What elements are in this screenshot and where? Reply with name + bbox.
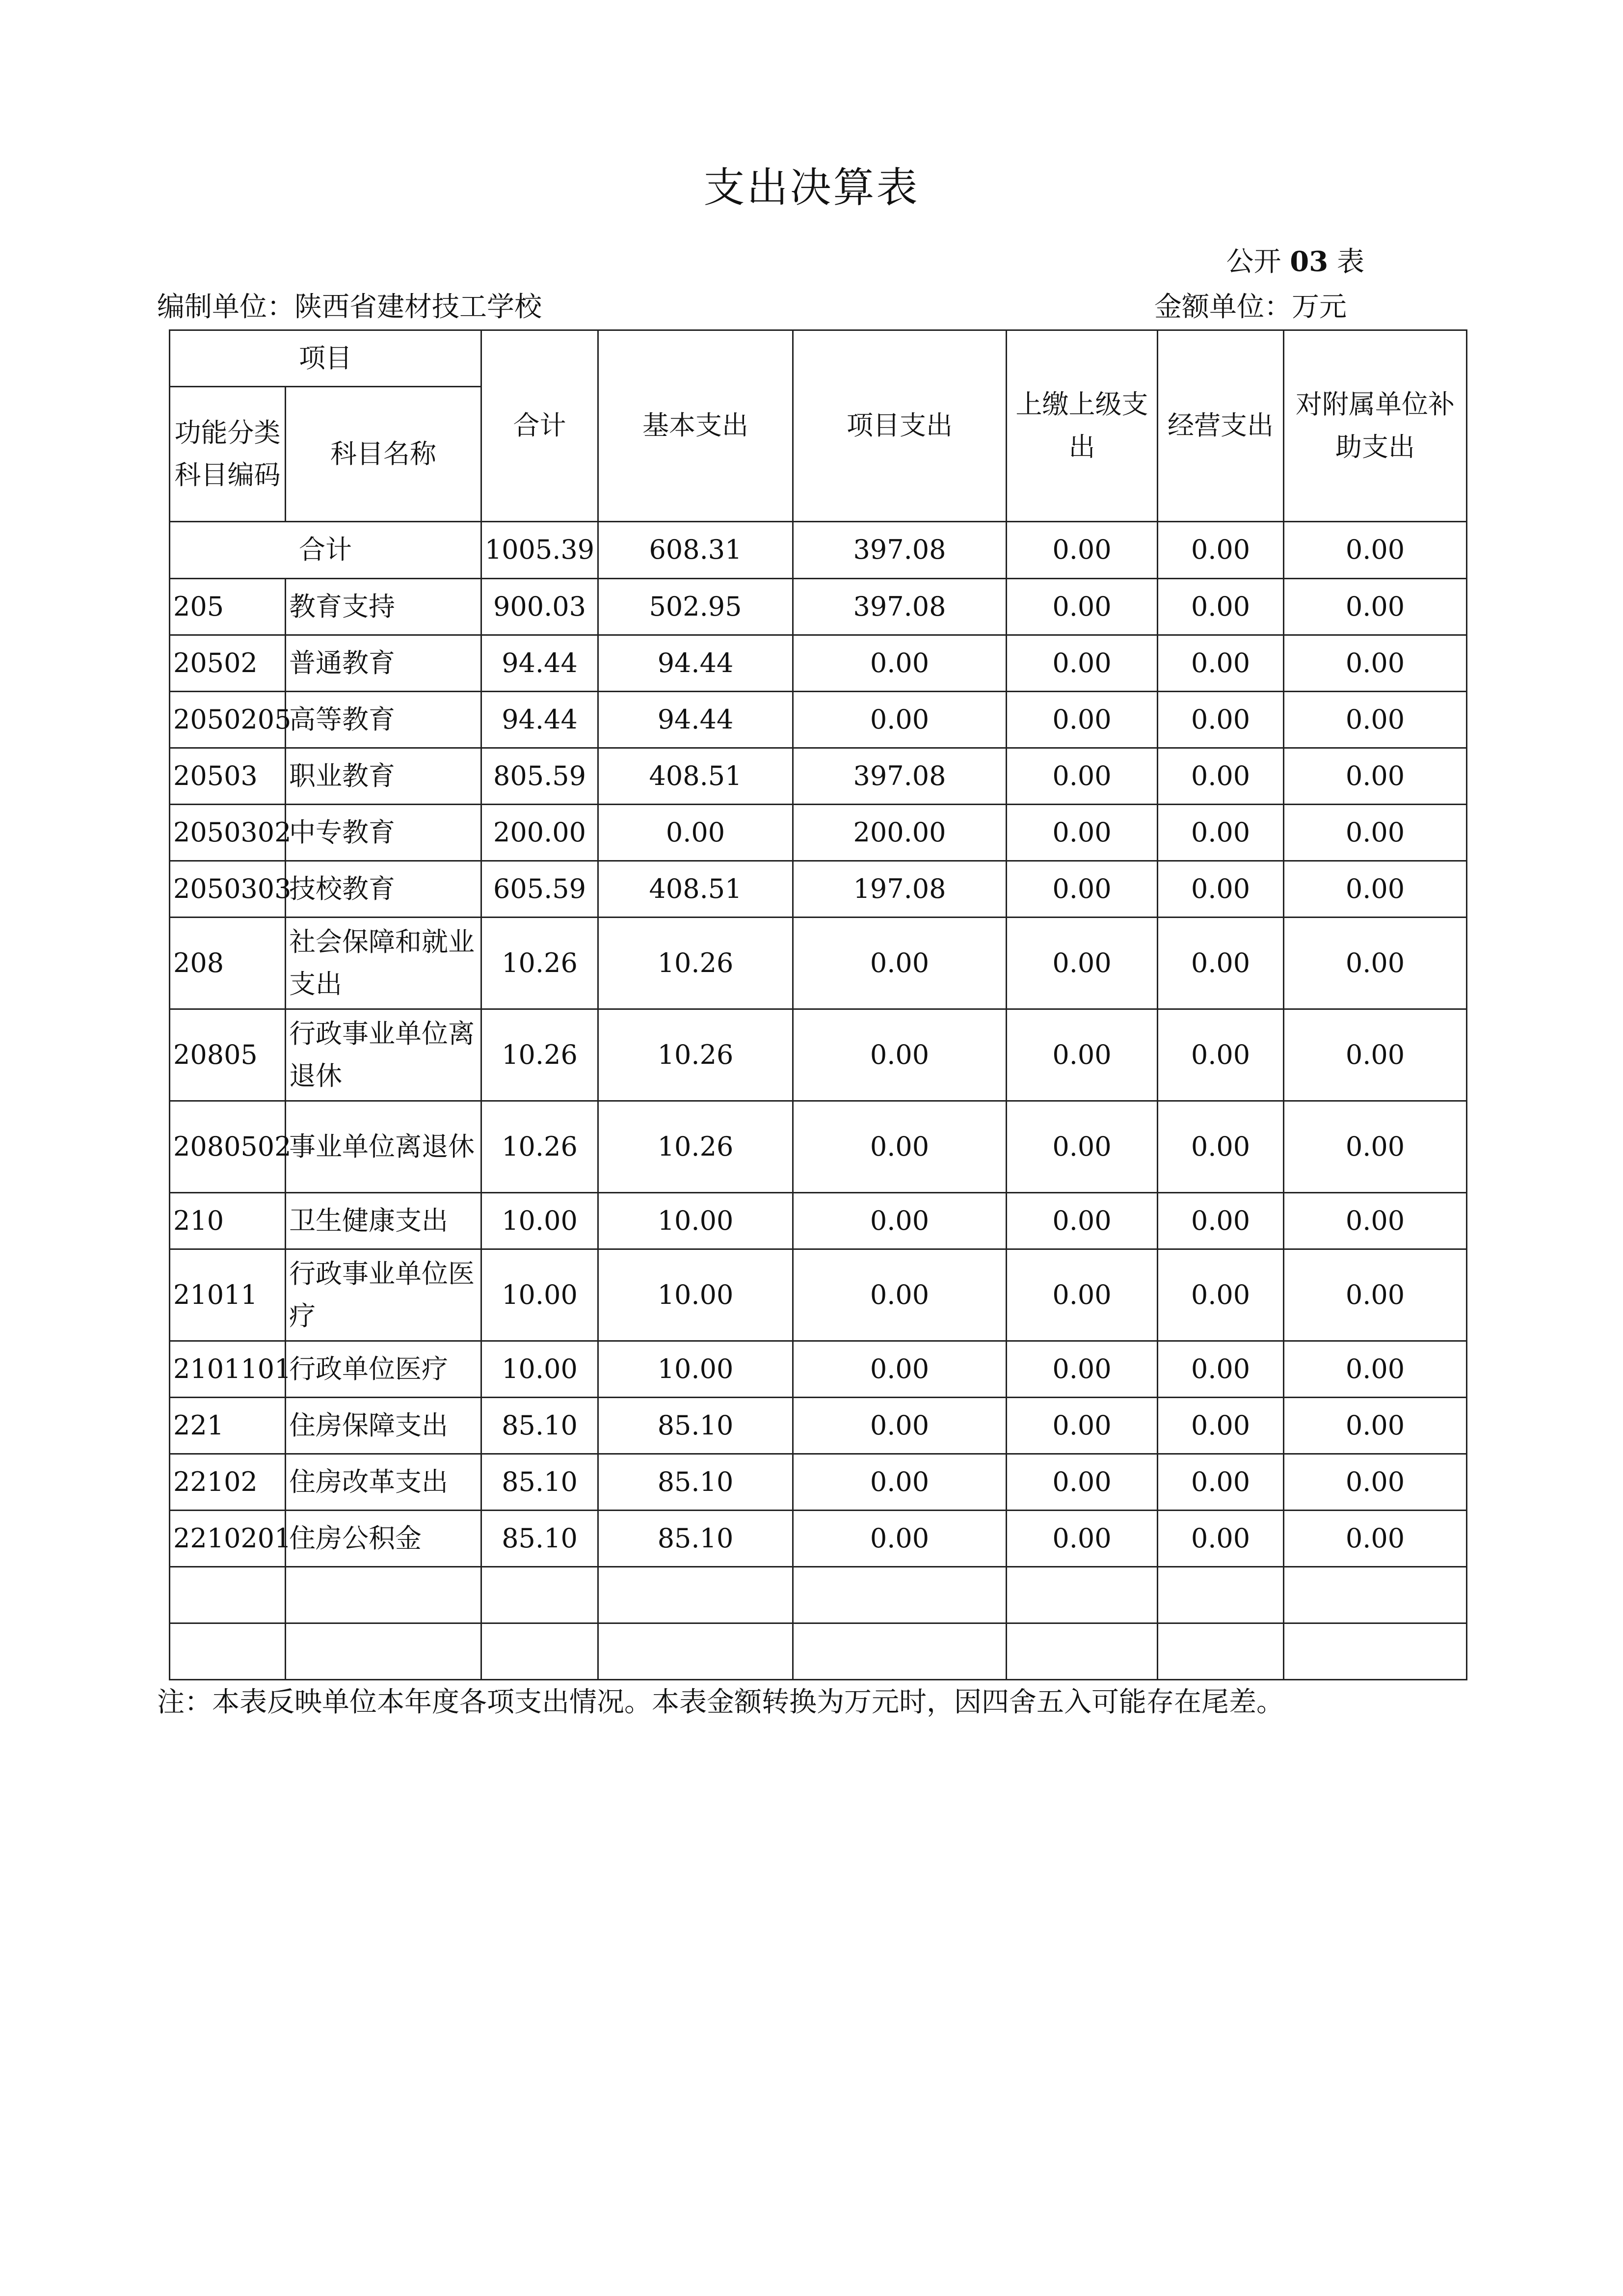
row-value: 0.00 (1158, 635, 1284, 692)
row-value: 0.00 (1158, 1398, 1284, 1454)
row-code: 20503 (170, 748, 286, 805)
row-value: 200.00 (793, 805, 1007, 861)
row-code: 22102 (170, 1454, 286, 1511)
table-row (170, 1009, 1467, 1101)
compiling-unit: 编制单位：陕西省建材技工学校 (157, 291, 542, 323)
header-subsidy: 对附属单位补助支出 (1284, 330, 1467, 522)
empty-cell (481, 1567, 598, 1623)
row-value: 0.00 (793, 1511, 1007, 1567)
empty-cell (598, 1567, 793, 1623)
row-name: 普通教育 (286, 635, 481, 692)
table-row (170, 918, 1467, 1009)
row-value: 0.00 (1284, 1341, 1467, 1398)
row-value: 10.00 (598, 1249, 793, 1341)
row-code: 21011 (170, 1249, 286, 1341)
row-value: 0.00 (1158, 805, 1284, 861)
row-code: 210 (170, 1193, 286, 1249)
row-code: 20805 (170, 1009, 286, 1101)
row-value: 10.00 (481, 1341, 598, 1398)
row-value: 197.08 (793, 861, 1007, 918)
empty-cell (1007, 1567, 1158, 1623)
table-row (170, 1398, 1467, 1454)
form-number-suffix: 表 (1337, 246, 1364, 278)
row-value: 0.00 (1284, 635, 1467, 692)
row-name: 住房公积金 (286, 1511, 481, 1567)
row-value: 900.03 (481, 579, 598, 635)
row-value: 502.95 (598, 579, 793, 635)
table-row (170, 1341, 1467, 1398)
total-label: 合计 (170, 522, 481, 579)
row-value: 0.00 (1158, 1454, 1284, 1511)
row-value: 0.00 (793, 635, 1007, 692)
row-value: 0.00 (793, 1101, 1007, 1193)
row-value: 10.00 (598, 1193, 793, 1249)
row-value: 0.00 (1158, 861, 1284, 918)
row-value: 0.00 (793, 692, 1007, 748)
row-value: 0.00 (1284, 1398, 1467, 1454)
row-value: 0.00 (1007, 1398, 1158, 1454)
row-value: 397.08 (793, 748, 1007, 805)
row-code: 2101101 (170, 1341, 286, 1398)
row-value: 10.26 (598, 1009, 793, 1101)
row-value: 0.00 (1007, 748, 1158, 805)
row-value: 0.00 (1007, 635, 1158, 692)
row-name: 技校教育 (286, 861, 481, 918)
empty-cell (286, 1623, 481, 1680)
row-code: 208 (170, 918, 286, 1009)
table-row (170, 1454, 1467, 1511)
row-value: 0.00 (1007, 579, 1158, 635)
header-business: 经营支出 (1158, 330, 1284, 522)
row-value: 805.59 (481, 748, 598, 805)
row-name: 住房改革支出 (286, 1454, 481, 1511)
money-unit: 金额单位：万元 (1154, 291, 1347, 323)
row-name: 职业教育 (286, 748, 481, 805)
total-value: 1005.39 (481, 522, 598, 579)
row-name: 高等教育 (286, 692, 481, 748)
empty-cell (793, 1623, 1007, 1680)
row-code: 2210201 (170, 1511, 286, 1567)
row-value: 0.00 (1158, 748, 1284, 805)
row-value: 0.00 (1158, 1193, 1284, 1249)
row-value: 0.00 (1158, 1101, 1284, 1193)
row-value: 0.00 (1007, 1454, 1158, 1511)
row-value: 10.00 (481, 1249, 598, 1341)
table-row (170, 861, 1467, 918)
table-row (170, 579, 1467, 635)
empty-cell (1158, 1623, 1284, 1680)
row-value: 0.00 (1158, 918, 1284, 1009)
row-value: 0.00 (1284, 1454, 1467, 1511)
table-row (170, 1249, 1467, 1341)
row-code: 2050302 (170, 805, 286, 861)
row-value: 0.00 (598, 805, 793, 861)
empty-row (170, 1623, 1467, 1680)
row-code: 20502 (170, 635, 286, 692)
header-item: 项目 (170, 330, 481, 387)
row-value: 0.00 (1007, 1009, 1158, 1101)
total-row (170, 522, 1467, 579)
row-value: 0.00 (1007, 692, 1158, 748)
empty-cell (170, 1567, 286, 1623)
row-value: 0.00 (1158, 579, 1284, 635)
row-value: 0.00 (793, 1249, 1007, 1341)
expenditure-table (169, 329, 1467, 1680)
row-value: 85.10 (481, 1398, 598, 1454)
row-value: 0.00 (793, 1454, 1007, 1511)
row-value: 0.00 (1007, 1193, 1158, 1249)
row-value: 10.00 (481, 1193, 598, 1249)
form-number-num: 03 (1290, 245, 1329, 278)
row-value: 0.00 (1284, 1009, 1467, 1101)
header-upper: 上缴上级支出 (1007, 330, 1158, 522)
footnote: 注：本表反映单位本年度各项支出情况。本表金额转换为万元时，因四舍五入可能存在尾差。 (157, 1686, 1284, 1718)
row-value: 0.00 (1158, 1341, 1284, 1398)
empty-cell (286, 1567, 481, 1623)
row-value: 0.00 (1284, 1193, 1467, 1249)
total-value: 397.08 (793, 522, 1007, 579)
empty-cell (793, 1567, 1007, 1623)
row-value: 0.00 (1158, 1249, 1284, 1341)
row-code: 2050303 (170, 861, 286, 918)
table-row (170, 692, 1467, 748)
header-total: 合计 (481, 330, 598, 522)
empty-row (170, 1567, 1467, 1623)
table-row (170, 635, 1467, 692)
row-value: 0.00 (1007, 1249, 1158, 1341)
row-value: 397.08 (793, 579, 1007, 635)
table-row (170, 805, 1467, 861)
table-row (170, 1101, 1467, 1193)
empty-cell (1007, 1623, 1158, 1680)
row-value: 605.59 (481, 861, 598, 918)
row-value: 200.00 (481, 805, 598, 861)
row-value: 0.00 (1284, 1511, 1467, 1567)
row-value: 10.26 (598, 1101, 793, 1193)
row-name: 行政单位医疗 (286, 1341, 481, 1398)
form-number-prefix: 公开 (1226, 246, 1281, 278)
row-value: 85.10 (598, 1511, 793, 1567)
row-value: 0.00 (1284, 692, 1467, 748)
row-value: 0.00 (1007, 805, 1158, 861)
row-value: 0.00 (1284, 918, 1467, 1009)
row-value: 0.00 (1158, 1009, 1284, 1101)
row-value: 0.00 (1007, 1101, 1158, 1193)
row-value: 94.44 (598, 635, 793, 692)
row-code: 205 (170, 579, 286, 635)
table-row (170, 748, 1467, 805)
document-title: 支出决算表 (703, 163, 920, 212)
row-name: 行政事业单位离退休 (286, 1009, 481, 1101)
row-value: 85.10 (598, 1454, 793, 1511)
row-name: 住房保障支出 (286, 1398, 481, 1454)
row-value: 0.00 (1007, 1341, 1158, 1398)
row-value: 0.00 (1007, 1511, 1158, 1567)
row-value: 10.26 (481, 1009, 598, 1101)
row-value: 0.00 (793, 1009, 1007, 1101)
row-value: 0.00 (793, 1341, 1007, 1398)
row-name: 卫生健康支出 (286, 1193, 481, 1249)
row-value: 10.26 (481, 918, 598, 1009)
row-value: 85.10 (598, 1398, 793, 1454)
row-value: 10.26 (598, 918, 793, 1009)
total-value: 0.00 (1007, 522, 1158, 579)
header-basic: 基本支出 (598, 330, 793, 522)
row-value: 0.00 (1284, 861, 1467, 918)
row-value: 0.00 (793, 1398, 1007, 1454)
row-value: 0.00 (1284, 748, 1467, 805)
row-value: 0.00 (793, 1193, 1007, 1249)
row-value: 10.26 (481, 1101, 598, 1193)
row-name: 教育支持 (286, 579, 481, 635)
row-value: 94.44 (598, 692, 793, 748)
empty-cell (1284, 1567, 1467, 1623)
row-value: 0.00 (1007, 861, 1158, 918)
empty-cell (1158, 1567, 1284, 1623)
row-name: 事业单位离退休 (286, 1101, 481, 1193)
row-value: 408.51 (598, 748, 793, 805)
row-value: 408.51 (598, 861, 793, 918)
row-value: 0.00 (793, 918, 1007, 1009)
row-value: 0.00 (1158, 1511, 1284, 1567)
total-value: 0.00 (1158, 522, 1284, 579)
row-value: 0.00 (1007, 918, 1158, 1009)
table-row (170, 1511, 1467, 1567)
row-name: 社会保障和就业支出 (286, 918, 481, 1009)
row-value: 94.44 (481, 635, 598, 692)
row-code: 2080502 (170, 1101, 286, 1193)
empty-cell (1284, 1623, 1467, 1680)
total-value: 608.31 (598, 522, 793, 579)
empty-cell (170, 1623, 286, 1680)
row-value: 94.44 (481, 692, 598, 748)
empty-cell (481, 1623, 598, 1680)
row-value: 10.00 (598, 1341, 793, 1398)
total-value: 0.00 (1284, 522, 1467, 579)
row-value: 0.00 (1158, 692, 1284, 748)
table-row (170, 1193, 1467, 1249)
empty-cell (598, 1623, 793, 1680)
row-value: 0.00 (1284, 805, 1467, 861)
row-name: 行政事业单位医疗 (286, 1249, 481, 1341)
row-code: 2050205 (170, 692, 286, 748)
header-code: 功能分类科目编码 (170, 387, 286, 522)
row-value: 0.00 (1284, 1101, 1467, 1193)
header-name: 科目名称 (286, 387, 481, 522)
header-row-1 (170, 330, 1467, 387)
row-name: 中专教育 (286, 805, 481, 861)
row-value: 0.00 (1284, 579, 1467, 635)
header-project: 项目支出 (793, 330, 1007, 522)
row-value: 0.00 (1284, 1249, 1467, 1341)
form-number (1226, 245, 1364, 278)
row-value: 85.10 (481, 1511, 598, 1567)
row-value: 85.10 (481, 1454, 598, 1511)
row-code: 221 (170, 1398, 286, 1454)
